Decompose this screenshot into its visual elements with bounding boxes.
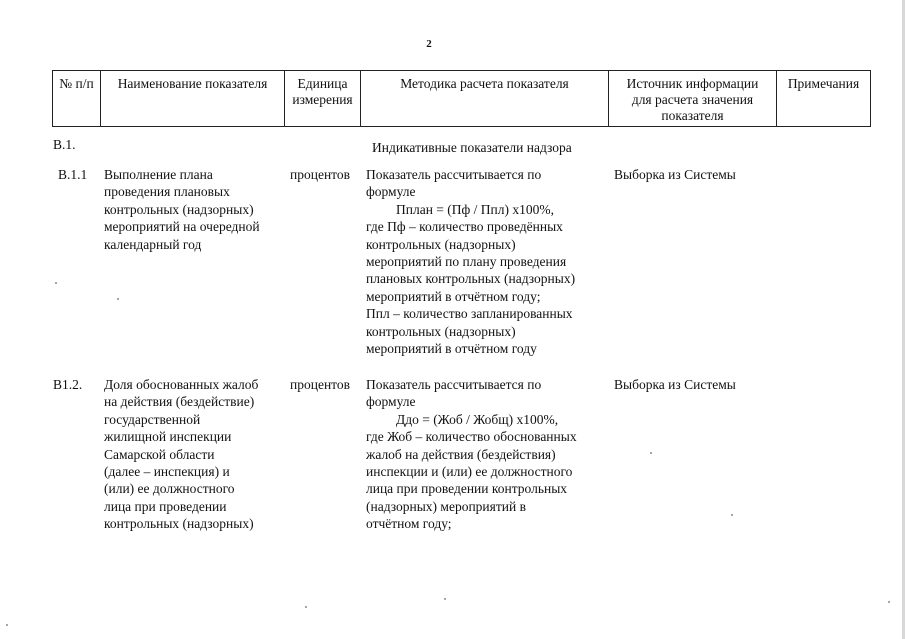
unit-of-measure: процентов [290,167,351,182]
scan-speck [888,601,890,603]
header-row [53,71,871,127]
header-name: Наименование показателя [101,71,285,127]
header-source: Источник информации для расчета значения показателя [609,71,777,127]
information-source: Выборка из Системы [614,167,736,182]
scan-speck [6,624,8,626]
unit-of-measure: процентов [290,377,351,392]
section-code: В.1. [53,137,76,152]
header-unit: Единица измерения [285,71,361,127]
formula: Пплан = (Пф / Ппл) х100%, [396,201,554,217]
header-notes: Примечания [777,71,871,127]
indicator-name: Доля обоснованных жалоб на действия (бездействие) государственной жилищной инспекции Самарской области (далее – инспекция) и (или) ее должностного лица при проведении контрольных (надзорных) [104,377,259,532]
header-method: Методика расчета показателя [361,71,609,127]
formula: Ддо = (Жоб / Жобщ) х100%, [396,411,559,427]
header-num: № п/п [53,71,101,127]
scan-speck [444,598,446,600]
information-source: Выборка из Системы [614,377,736,392]
calculation-method: Показатель рассчитывается по формуле Ддо = (Жоб / Жобщ) х100%, где Жоб – количество обоснованных жалоб на действия (бездействия) инспекции и (или) ее должностного лица при проведении контрольных (надзорных) мероприятий в отчётном году; [366,376,610,533]
scan-speck [650,452,652,454]
section-title: Индикативные показатели надзора [372,140,572,155]
indicator-name: Выполнение плана проведения плановых контрольных (надзорных) мероприятий на очередной календарный год [104,167,260,252]
scan-speck [305,606,307,608]
header-table [52,70,871,127]
calculation-method: Показатель рассчитывается по формуле Пплан = (Пф / Ппл) х100%, где Пф – количество проведённых контрольных (надзорных) мероприятий по плану проведения плановых контрольных (надзорных) мероприятий в отчётном году; Ппл – количество запланированных контрольных (надзорных) мероприятий в отчётном году [366,166,610,357]
page-number: 2 [426,38,432,50]
row-number: В1.2. [53,377,83,392]
scan-speck [55,282,57,284]
row-number: В.1.1 [58,167,88,182]
scan-speck [117,298,119,300]
scan-speck [731,514,733,516]
